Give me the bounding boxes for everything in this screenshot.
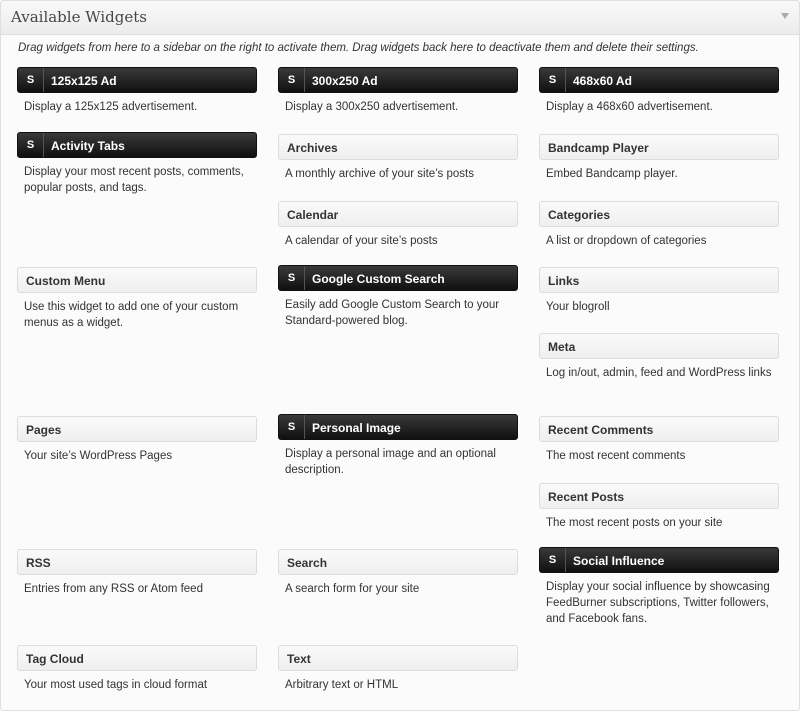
widget-title: Search [287, 556, 328, 570]
widget-title: 300x250 Ad [312, 74, 378, 88]
widget-title-bar[interactable] [539, 547, 779, 573]
widget-description: Your site’s WordPress Pages [24, 450, 173, 462]
panel-description: Drag widgets from here to a sidebar on the right to activate them. Drag widgets back here to deactivate them and delete their settings. [18, 42, 699, 54]
widget-title-bar[interactable] [539, 333, 779, 359]
s-badge-icon: S [279, 68, 305, 92]
widget-description: Display a 300x250 advertisement. [285, 101, 459, 113]
widget-title: Recent Comments [548, 423, 654, 437]
widget-item[interactable] [539, 134, 779, 182]
widget-description: Display a personal image and an optional description. [285, 448, 496, 476]
widget-title: Meta [548, 340, 576, 354]
widget-title-bar[interactable] [539, 416, 779, 442]
collapse-toggle-icon[interactable] [781, 13, 789, 19]
widget-item[interactable] [17, 132, 257, 196]
widget-title: Archives [287, 141, 338, 155]
widget-item[interactable] [539, 416, 779, 464]
widget-title-bar[interactable] [17, 132, 257, 158]
panel-header[interactable] [1, 1, 799, 35]
panel-title: Available Widgets [11, 8, 147, 26]
widget-title: Links [548, 274, 580, 288]
widget-title-bar[interactable] [17, 549, 257, 575]
widget-item[interactable] [278, 67, 518, 115]
widget-title-bar[interactable] [539, 201, 779, 227]
widget-description: A list or dropdown of categories [546, 235, 707, 247]
widget-title-bar[interactable] [17, 267, 257, 293]
widget-description: Your most used tags in cloud format [24, 679, 208, 691]
widget-description: Log in/out, admin, feed and WordPress links [546, 367, 772, 379]
widget-item[interactable] [278, 414, 518, 478]
widget-title-bar[interactable] [278, 134, 518, 160]
widget-title-bar[interactable] [278, 549, 518, 575]
widget-description: A monthly archive of your site’s posts [285, 168, 474, 180]
widget-description: The most recent comments [546, 450, 686, 462]
widget-title: Custom Menu [26, 274, 106, 288]
widget-title: Tag Cloud [26, 652, 84, 666]
widget-description: A search form for your site [285, 583, 420, 595]
widget-title: Recent Posts [548, 490, 625, 504]
widget-description: Arbitrary text or HTML [285, 679, 399, 691]
widget-item[interactable] [278, 265, 518, 329]
widget-title-bar[interactable] [17, 67, 257, 93]
widget-title-bar[interactable] [278, 67, 518, 93]
widget-title-bar[interactable] [17, 416, 257, 442]
widget-title-bar[interactable] [278, 265, 518, 291]
widget-item[interactable] [278, 201, 518, 249]
widget-item[interactable] [17, 549, 257, 597]
widget-description: Display a 125x125 advertisement. [24, 101, 198, 113]
s-badge-icon: S [279, 415, 305, 439]
widget-description: The most recent posts on your site [546, 517, 723, 529]
widget-title-bar[interactable] [539, 67, 779, 93]
widget-title: Personal Image [312, 421, 401, 435]
widget-item[interactable] [17, 267, 257, 331]
widget-item[interactable] [539, 201, 779, 249]
s-badge-icon: S [18, 133, 44, 157]
widget-title: Categories [548, 208, 611, 222]
widget-item[interactable] [17, 645, 257, 693]
widget-title-bar[interactable] [539, 134, 779, 160]
widget-item[interactable] [17, 67, 257, 115]
widget-item[interactable] [539, 267, 779, 315]
widget-description: Display your social influence by showcasing FeedBurner subscriptions, Twitter followers, and Facebook fans. [546, 581, 770, 625]
widget-description: Easily add Google Custom Search to your Standard-powered blog. [285, 299, 500, 327]
widget-item[interactable] [539, 483, 779, 531]
widget-description: Display your most recent posts, comments, popular posts, and tags. [24, 166, 244, 194]
widget-title-bar[interactable] [278, 414, 518, 440]
widget-title: Social Influence [573, 554, 665, 568]
widget-item[interactable] [278, 645, 518, 693]
widget-description: Your blogroll [546, 301, 610, 313]
widget-title: Calendar [287, 208, 339, 222]
widget-title-bar[interactable] [17, 645, 257, 671]
widget-title: 125x125 Ad [51, 74, 117, 88]
widget-title: Activity Tabs [51, 139, 125, 153]
widget-item[interactable] [17, 416, 257, 464]
widget-item[interactable] [278, 549, 518, 597]
widget-item[interactable] [278, 134, 518, 182]
s-badge-icon: S [18, 68, 44, 92]
s-badge-icon: S [540, 548, 566, 572]
widget-title: Pages [26, 423, 62, 437]
s-badge-icon: S [540, 68, 566, 92]
widget-title-bar[interactable] [539, 267, 779, 293]
widget-title-bar[interactable] [278, 645, 518, 671]
widget-title: Bandcamp Player [548, 141, 649, 155]
widget-description: A calendar of your site’s posts [285, 235, 438, 247]
widget-description: Use this widget to add one of your custom menus as a widget. [24, 301, 239, 329]
widget-title: RSS [26, 556, 51, 570]
widget-title-bar[interactable] [278, 201, 518, 227]
widget-title-bar[interactable] [539, 483, 779, 509]
widget-title: 468x60 Ad [573, 74, 632, 88]
widget-description: Embed Bandcamp player. [546, 168, 678, 180]
widget-title: Text [287, 652, 311, 666]
widget-item[interactable] [539, 333, 779, 381]
s-badge-icon: S [279, 266, 305, 290]
widget-item[interactable] [539, 67, 779, 115]
widget-title: Google Custom Search [312, 272, 445, 286]
widget-item[interactable] [539, 547, 779, 627]
widget-description: Entries from any RSS or Atom feed [24, 583, 203, 595]
widget-description: Display a 468x60 advertisement. [546, 101, 713, 113]
